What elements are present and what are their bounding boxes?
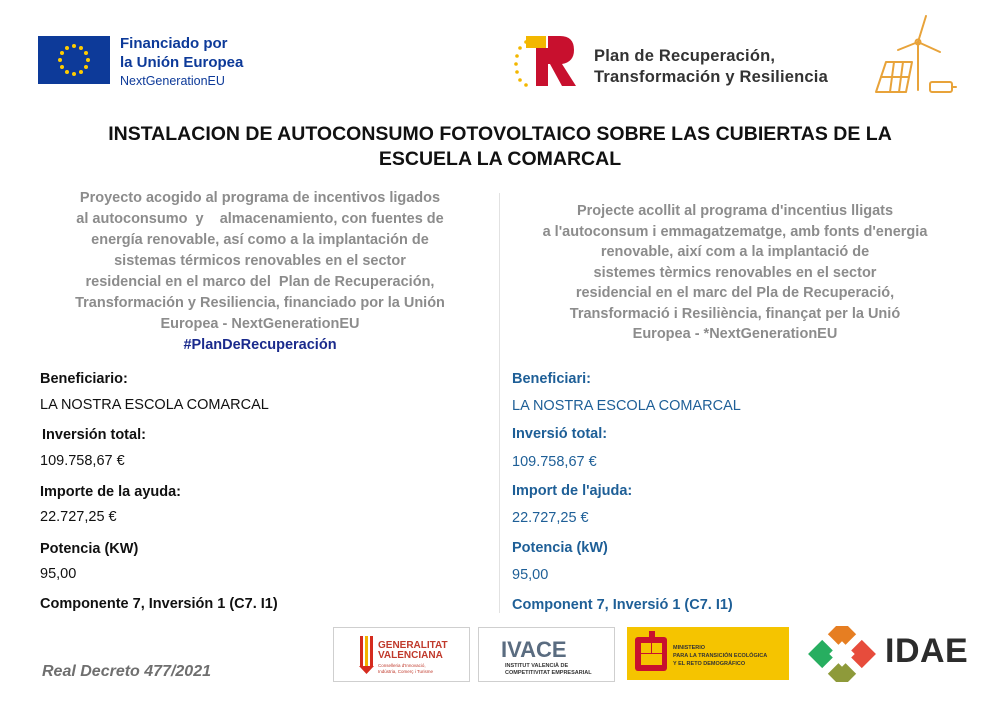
power-value: 95,00	[40, 566, 77, 582]
ministry-line-1: MINISTERIO	[673, 645, 706, 651]
desc-ca-line: renovable, així com a la implantació de	[600, 244, 870, 260]
recovery-plan-text	[594, 46, 828, 88]
beneficiary-label: Beneficiario:	[40, 371, 128, 387]
idae-logo-mark	[806, 626, 878, 682]
desc-ca-line: Projecte acollit al programa d'incentius lligats	[576, 203, 894, 219]
hashtag-link[interactable]: #PlanDeRecuperación	[183, 337, 337, 353]
gv-line-1: GENERALITAT	[378, 640, 448, 651]
desc-ca-line: Transformació i Resiliència, finançat per la Unió	[569, 305, 901, 322]
ministry-line-3: Y EL RETO DEMOGRÁFICO	[673, 661, 746, 667]
prtr-line-1: Plan de Recuperación,	[594, 47, 776, 65]
eu-line-1: Financiado por	[120, 35, 228, 52]
spain-coat-of-arms-icon	[627, 627, 789, 680]
ivace-name: IVACE	[501, 637, 567, 662]
ministry-line-2: PARA LA TRANSICIÓN ECOLÓGICA	[673, 653, 768, 659]
ivace-line-1: INSTITUT VALENCIÀ DE	[505, 663, 569, 669]
gv-line-3: Conselleria d'Innovació,	[378, 663, 426, 668]
program-description-ca	[505, 201, 965, 345]
desc-es-line: sistemas térmicos renovables en el sector	[114, 253, 406, 269]
eu-funding-text	[120, 34, 243, 91]
power-value-ca: 95,00	[512, 567, 549, 583]
beneficiary-value: LA NOSTRA ESCOLA COMARCAL	[40, 397, 269, 413]
desc-es-line: energía renovable, así como a la implantación de	[91, 232, 429, 248]
wind-solar-icon	[870, 12, 960, 96]
power-label-ca: Potencia (kW)	[512, 540, 608, 556]
recovery-plan-logo	[512, 34, 582, 90]
generalitat-crest-icon	[334, 628, 469, 681]
page-title	[40, 122, 960, 172]
eu-line-2: la Unión Europea	[120, 54, 244, 71]
ivace-line-2: COMPETITIVITAT EMPRESARIAL	[505, 670, 592, 676]
desc-ca-line: Europea - *NextGenerationEU	[632, 326, 838, 342]
investment-value-ca: 109.758,67 €	[512, 454, 597, 470]
component-label-ca: Component 7, Inversió 1 (C7. I1)	[512, 597, 733, 613]
aid-label: Importe de la ayuda:	[40, 484, 182, 500]
eu-line-3: NextGenerationEU	[120, 74, 225, 88]
ivace-mark-icon	[479, 628, 614, 681]
column-divider	[499, 193, 500, 613]
beneficiary-value-ca: LA NOSTRA ESCOLA COMARCAL	[512, 398, 741, 414]
title-line-2: ESCUELA LA COMARCAL	[378, 148, 622, 170]
power-label: Potencia (KW)	[40, 541, 139, 557]
gv-line-4: Indústria, Comerç i Turisme	[378, 669, 434, 674]
idae-wordmark: IDAE	[885, 632, 969, 670]
desc-ca-line: sistemes tèrmics renovables en el sector	[593, 264, 877, 281]
investment-value: 109.758,67 €	[40, 453, 125, 469]
program-description-es	[40, 188, 480, 356]
investment-label: Inversión total:	[42, 427, 146, 443]
investment-label-ca: Inversió total:	[512, 426, 608, 442]
prtr-logo-icon	[512, 34, 582, 90]
aid-label-ca: Import de l'ajuda:	[512, 483, 633, 499]
idae-diamond-icon	[806, 626, 878, 682]
desc-es-line: al autoconsumo y almacenamiento, con fuentes de	[76, 211, 444, 227]
gv-line-2: VALENCIANA	[378, 650, 443, 661]
desc-es-line: residencial en el marco del Plan de Recuperación,	[85, 274, 435, 290]
ministry-logo	[627, 627, 789, 680]
beneficiary-label-ca: Beneficiari:	[512, 371, 591, 387]
desc-es-line: Europea - NextGenerationEU	[160, 316, 360, 332]
title-line-1: INSTALACION DE AUTOCONSUMO FOTOVOLTAICO SOBRE LAS CUBIERTAS DE LA	[108, 123, 892, 145]
aid-value: 22.727,25 €	[40, 509, 117, 525]
eu-stars-icon	[38, 36, 110, 84]
ivace-logo	[478, 627, 615, 682]
component-label: Componente 7, Inversión 1 (C7. I1)	[40, 596, 278, 612]
desc-es-line: Proyecto acogido al programa de incentivos ligados	[79, 190, 441, 206]
aid-value-ca: 22.727,25 €	[512, 510, 589, 526]
desc-ca-line: a l'autoconsum i emmagatzematge, amb fonts d'energia	[542, 223, 928, 240]
wind-turbine-solar-panel-icon	[870, 12, 960, 96]
desc-ca-line: residencial en el marc del Pla de Recuperació,	[575, 285, 895, 301]
prtr-line-2: Transformación y Resiliencia	[594, 68, 828, 86]
eu-flag-logo	[38, 36, 110, 84]
desc-es-line: Transformación y Resiliencia, financiado por la Unión	[75, 295, 445, 311]
generalitat-valenciana-logo	[333, 627, 470, 682]
royal-decree-reference: Real Decreto 477/2021	[42, 663, 211, 680]
